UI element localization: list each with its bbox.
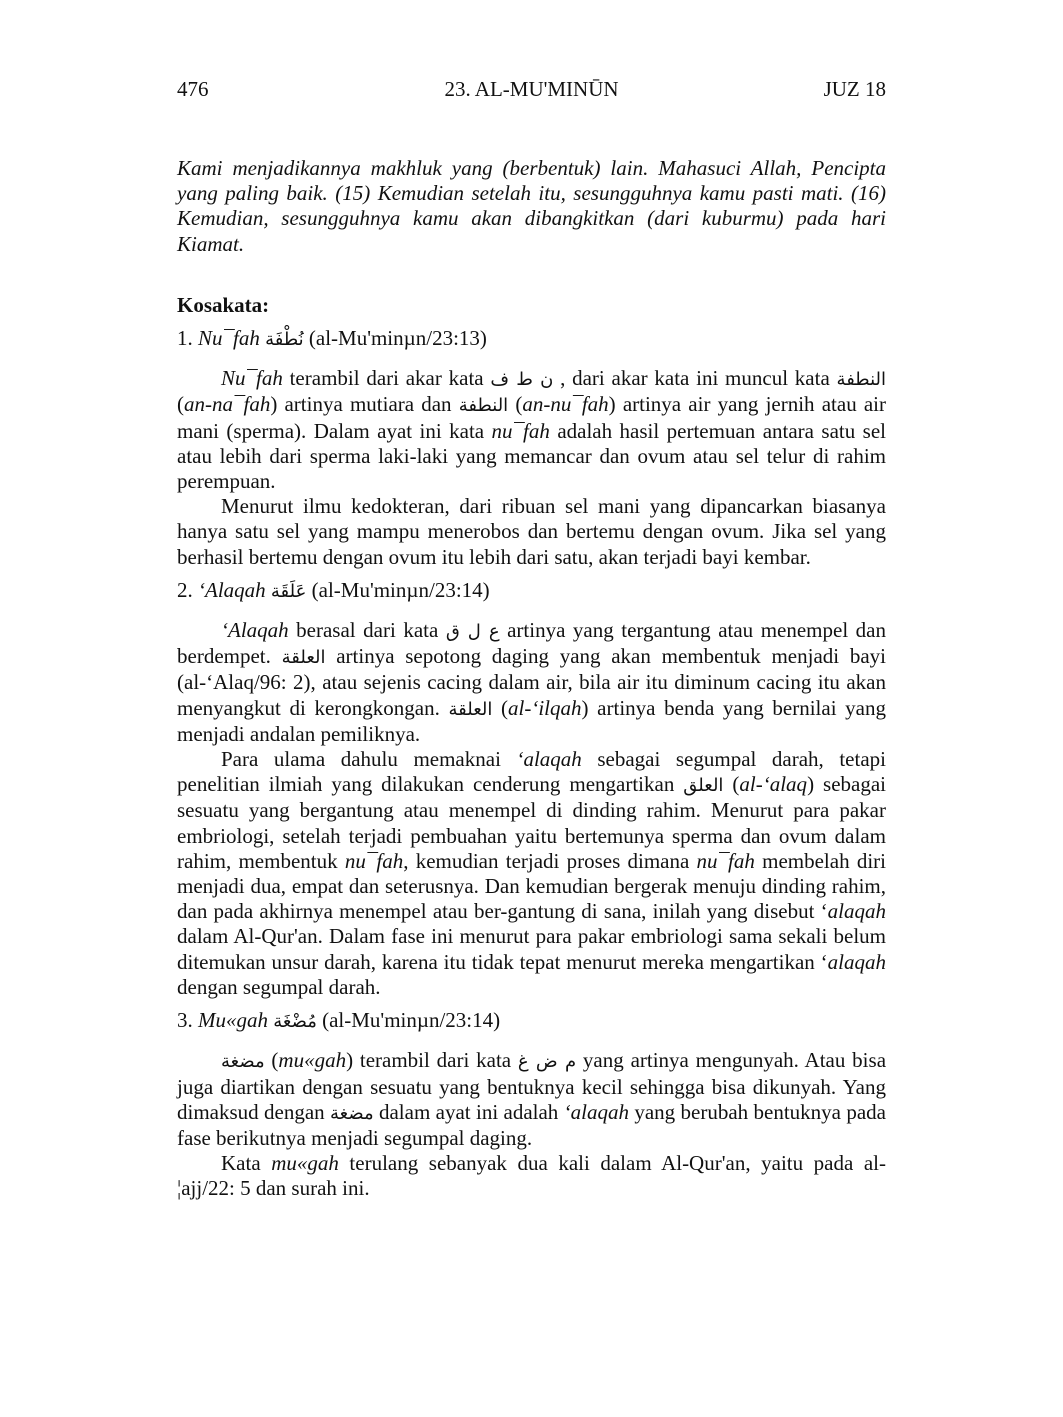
vocab-2-paragraph-2	[177, 747, 886, 1000]
vocab-term: Mu«gah	[198, 1008, 268, 1033]
vocab-1-paragraph-1	[177, 366, 886, 494]
page-body	[177, 156, 886, 1202]
vocab-title-2	[177, 578, 886, 604]
vocab-title-1	[177, 326, 886, 352]
arabic-text: ع ل ق	[445, 621, 500, 643]
italic-text: an-nu¯fah	[522, 392, 609, 417]
vocab-arabic: عَلَقَة	[270, 580, 307, 602]
text: artinya yang tergantung atau menempel dan berdempet.	[177, 618, 886, 669]
arabic-text: ن ط ف	[490, 369, 554, 391]
arabic-text: العلقة	[448, 698, 493, 720]
arabic-text: النطفة	[458, 395, 509, 417]
text: ) artinya mutiara dan	[270, 392, 459, 417]
italic-text: ‘alaqah	[563, 1099, 629, 1124]
italic-text: alaqah	[827, 899, 886, 924]
vocab-reference: (al-Mu'minµn/23:13)	[308, 326, 487, 351]
italic-text: mu«gah	[271, 1151, 339, 1176]
vocab-reference: (al-Mu'minµn/23:14)	[311, 577, 490, 602]
vocab-term: ‘Alaqah	[198, 577, 266, 602]
text: sebagai segumpal darah, tetapi penelitian ilmiah yang dilakukan cenderung mengartikan	[177, 747, 886, 797]
text: Kata	[221, 1151, 272, 1176]
italic-text: an-na¯fah	[184, 392, 271, 417]
vocab-1-paragraph-2: Menurut ilmu kedokteran, dari ribuan sel mani yang dipancarkan biasanya hanya satu sel yang mampu menerobos dan bertemu dengan ovum. Jika sel yang berhasil bertemu dengan ovum itu lebih dari satu, akan terjadi bayi kembar.	[177, 494, 886, 569]
text: terambil dari akar kata	[282, 366, 491, 391]
vocab-number: 3.	[177, 1008, 193, 1033]
text: (	[264, 1048, 279, 1073]
vocab-reference: (al-Mu'minµn/23:14)	[322, 1008, 501, 1033]
vocab-3-paragraph-2	[177, 1151, 886, 1201]
text: , dari akar kata ini muncul kata	[553, 366, 837, 391]
vocab-term: Nu¯fah	[198, 326, 260, 351]
text: dalam Al-Qur'an. Dalam fase ini menurut para pakar embriologi sama sekali belum ditemukan unsur darah, karena itu tidak tepat menurut mereka mengartikan ‘	[177, 924, 886, 974]
arabic-text: العلقة	[281, 647, 326, 669]
text: ) artinya air yang jernih atau air mani (sperma). Dalam ayat ini kata	[177, 392, 886, 443]
italic-text: ‘alaqah	[516, 747, 582, 772]
italic-text: alaqah	[827, 949, 886, 974]
text: adalah hasil pertemuan antara satu sel atau lebih dari sperma laki-laki yang memancar dan ovum atau sel telur di rahim perempuan.	[177, 418, 886, 494]
arabic-text: م ض غ	[517, 1051, 577, 1073]
page-number: 476	[177, 77, 209, 101]
text: terulang sebanyak dua kali dalam Al-Qur'an, yaitu pada al-¦ajj/22: 5 dan surah ini.	[177, 1151, 886, 1201]
text: berasal dari kata	[288, 618, 446, 643]
text: artinya sepotong daging yang akan membentuk menjadi bayi (al-‘Alaq/96: 2), atau sejenis cacing dalam air, bila air itu diminum cacing itu akan menyangkut di kerongkongan.	[177, 644, 886, 720]
text: ) terambil dari kata	[346, 1048, 518, 1073]
vocab-number: 1.	[177, 326, 193, 351]
text: membelah diri menjadi dua, empat dan seterusnya. Dan kemudian bergerak menuju dinding rahim, dan pada akhirnya menempel atau ber-gantung di sana, inilah yang disebut ‘	[177, 848, 886, 924]
text: (	[492, 695, 509, 720]
text: ) artinya benda yang bernilai yang menjadi andalan pemiliknya.	[177, 695, 887, 746]
arabic-text: مضغة	[221, 1051, 265, 1073]
chapter-title: 23. AL-MU'MINŪN	[444, 77, 619, 101]
vocab-title-3	[177, 1008, 886, 1034]
vocab-number: 2.	[177, 577, 193, 602]
arabic-text: مضغة	[330, 1102, 374, 1124]
translation-paragraph: Kami menjadikannya makhluk yang (berbentuk) lain. Mahasuci Allah, Pencipta yang paling baik. (15) Kemudian setelah itu, sesungguhnya kamu pasti mati. (16) Kemudian, sesungguhnya kamu akan dibangkitkan (dari kuburmu) pada hari Kiamat.	[177, 156, 886, 256]
italic-text: al-‘ilqah	[508, 695, 582, 720]
term-text: ‘Alaqah	[221, 618, 289, 643]
italic-text: nu¯fah	[696, 848, 755, 873]
text: Para ulama dahulu memaknai	[221, 747, 517, 772]
italic-text: mu«gah	[278, 1048, 347, 1073]
text: (	[508, 392, 523, 417]
arabic-text: العلق	[683, 775, 724, 797]
text: (	[177, 392, 184, 417]
text: dengan segumpal darah.	[177, 974, 381, 999]
juz-label: JUZ 18	[823, 77, 886, 101]
text: , kemudian terjadi proses dimana	[403, 848, 697, 873]
arabic-text: النطفة	[836, 369, 886, 391]
text: yang artinya mengunyah. Atau bisa juga diartikan dengan sesuatu yang bentuknya kecil sehingga bisa dikunyah. Yang dimaksud dengan	[177, 1048, 887, 1124]
vocab-2-paragraph-1	[177, 618, 886, 747]
italic-text: al-‘alaq	[739, 772, 808, 797]
text: ) sebagai sesuatu yang bergantung atau menempel di dinding rahim. Menurut para pakar embriologi, setelah terjadi pembuahan yaitu bertemunya sperma dan ovum dalam rahim, membentuk	[177, 772, 886, 873]
text: (	[723, 772, 740, 797]
text: yang berubah bentuknya pada fase berikutnya menjadi segumpal daging.	[177, 1099, 886, 1150]
italic-text: nu¯fah	[344, 848, 404, 873]
term-text: Nu¯fah	[221, 366, 283, 391]
vocab-arabic: نُطْفَة	[265, 329, 304, 351]
italic-text: nu¯fah	[491, 418, 550, 443]
text: dalam ayat ini adalah	[373, 1099, 564, 1124]
vocab-3-paragraph-1	[177, 1048, 886, 1151]
kosakata-heading: Kosakata:	[177, 292, 270, 317]
vocab-arabic: مُضْغَة	[273, 1011, 317, 1033]
